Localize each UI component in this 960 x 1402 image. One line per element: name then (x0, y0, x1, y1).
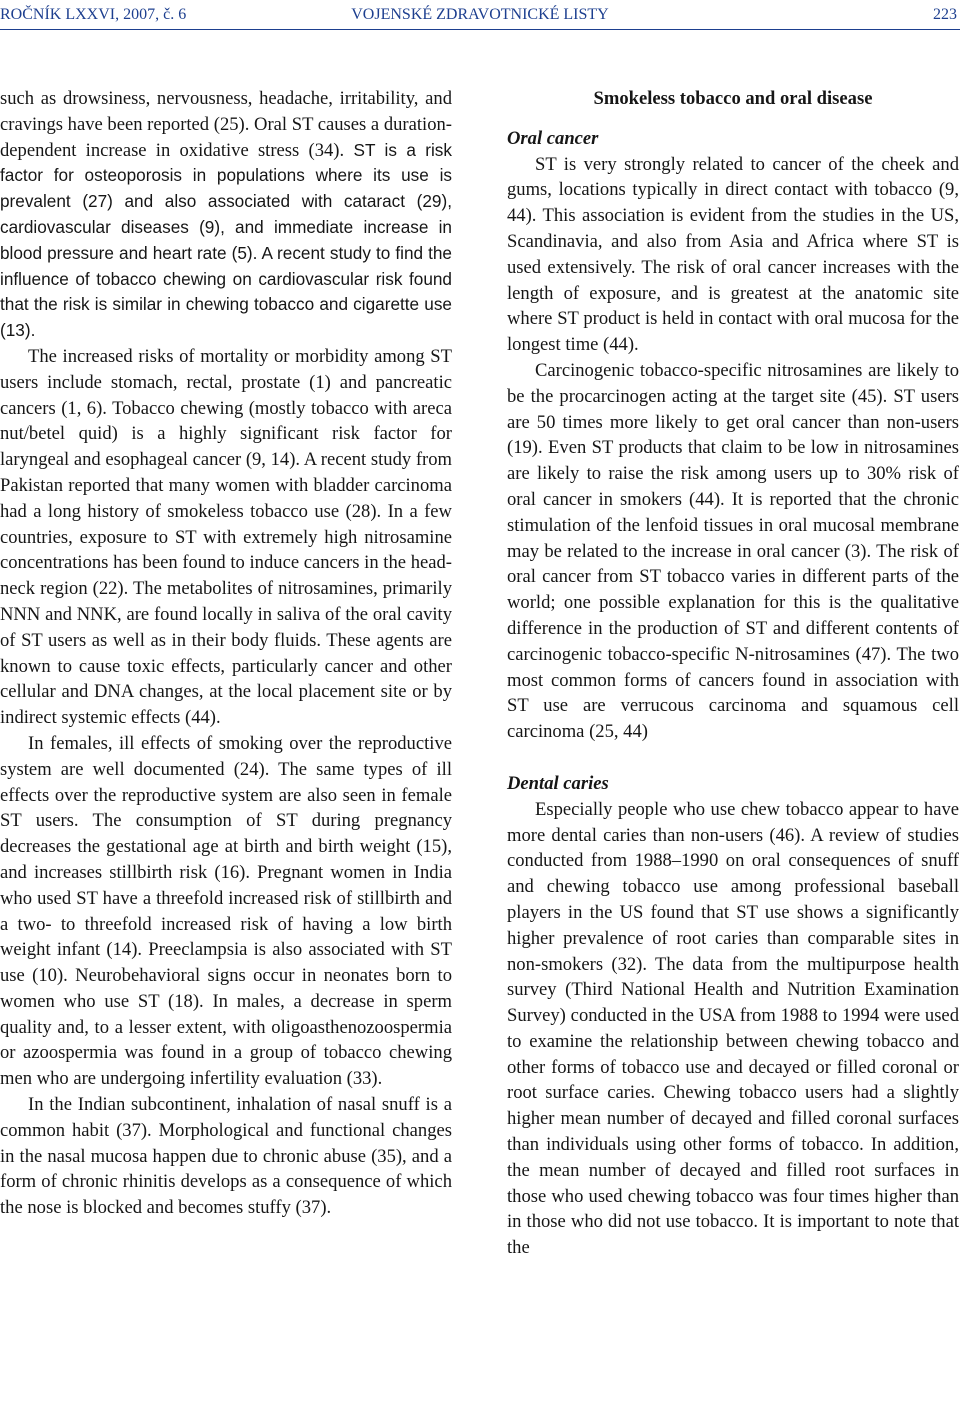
volume-info: ROČNÍK LXXVI, 2007, č. 6 (0, 6, 187, 23)
left-column (0, 86, 452, 1221)
paragraph: The increased risks of mortality or morbidity among ST users include stomach, rectal, prostate (1) and pancreatic cancers (1, 6). Tobacco chewing (mostly tobacco with areca nut/betel quid) is a highly significant risk factor for laryngeal and esophageal cancer (9, 14). A recent study from Pakistan reported that many women with bladder carcinoma had a long history of smokeless tobacco use (28). In a few countries, exposure to ST with extremely high nitrosamine concentrations has been found to induce cancers in the head-neck region (22). The metabolites of nitrosamines, primarily NNN and NNK, are found locally in saliva of the oral cavity of ST users as well as in their body fluids. These agents are known to cause toxic effects, particularly cancer and other cellular and DNA changes, at the local placement site or by indirect systemic effects (44). (0, 345, 452, 729)
running-header (0, 4, 960, 26)
paragraph: Especially people who use chew tobacco appear to have more dental caries than non-users (46). A review of studies conducted from 1988–1990 on oral consequences of snuff and chewing tobacco use among professional baseball players in the US found that ST use shows a significantly higher prevalence of root caries than comparable sites in non-smokers (32). The data from the multipurpose health survey (Third National Health and Nutrition Examination Survey) conducted in the USA from 1988 to 1994 were used to examine the relationship between chewing tobacco and other forms of tobacco use and decayed or filled coronal or root surface caries. Chewing tobacco users had a slightly higher mean number of decayed and filled coronal surfaces than individuals using other forms of tobacco. In addition, the mean number of decayed and filled root surfaces in those who used chewing tobacco was four times higher than in those who did not use tobacco. It is important to note that the (507, 798, 959, 1259)
page-number: 223 (933, 6, 957, 23)
journal-title: VOJENSKÉ ZDRAVOTNICKÉ LISTY (351, 6, 609, 23)
paragraph: In the Indian subcontinent, inhalation of nasal snuff is a common habit (37). Morphological and functional changes in the nasal mucosa happen due to chronic abuse (35), and a form of chronic rhinitis develops as a consequence of which the nose is blocked and becomes stuffy (37). (0, 1094, 452, 1219)
right-column (507, 86, 959, 1261)
subsection-heading: Oral cancer (507, 127, 599, 149)
subsection-heading: Dental caries (507, 772, 609, 794)
paragraph: ST is very strongly related to cancer of the cheek and gums, locations typically in direct contact with tobacco (9, 44). This association is evident from the studies in the US, Scandinavia, and also from Asia and Africa where ST is used extensively. The risk of oral cancer increases with the length of exposure, and is greatest at the anatomic site where ST product is held in contact with oral mucosa for the longest time (44). (507, 153, 959, 356)
paragraph: In females, ill effects of smoking over the reproductive system are well documented (24). The same types of ill effects over the reproductive system are also seen in female ST users. The consumption of ST during pregnancy decreases the gestational age at birth and birth weight (15), and increases stillbirth risk (16). Pregnant women in India who used ST have a threefold increased risk of stillbirth and a two- to threefold increased risk of having a low birth weight infant (14). Preeclampsia is also associated with ST use (10). Neurobehavioral signs occur in neonates born to women who use ST (18). In males, a decrease in sperm quality and, to a lesser extent, with oligoasthenozoospermia or azoospermia was found in a group of tobacco chewing men who are undergoing infertility evaluation (33). (0, 732, 452, 1090)
header-rule (0, 29, 960, 30)
paragraph (0, 86, 452, 344)
section-heading: Smokeless tobacco and oral disease (593, 88, 873, 109)
paragraph-part: such as drowsiness, nervousness, headache, irritability, and cravings have been reported (25). Oral ST causes a duration-dependent increase in oxidative stress (34). (0, 88, 452, 161)
paragraph: Carcinogenic tobacco-specific nitrosamines are likely to be the procarcinogen acting at the target site (45). ST users are 50 times more likely to get oral cancer than non-users (19). Even ST products that claim to be low in nitrosamines are likely to raise the risk among users up to 30% risk of oral cancer in smokers (44). It is reported that the chronic stimulation of the lenfoid tissues in oral mucosal membrane may be related to the increase in oral cancer (3). The risk of oral cancer from ST tobacco varies in different parts of the world; one possible explanation for this is the qualitative difference in the production of ST and different contents of carcinogenic tobacco-specific N-nitrosamines (47). The two most common forms of cancers found in association with ST use are verrucous carcinoma and squamous cell carcinoma (25, 44) (507, 359, 959, 743)
paragraph-part-sans: ST is a risk factor for osteoporosis in populations where its use is prevalent (27) and also associated with cataract (29), cardiovascular diseases (9), and immediate increase in blood pressure and heart rate (5). A recent study to find the influence of tobacco chewing on cardiovascular risk found that the risk is similar in chewing tobacco and cigarette use (13). (0, 139, 452, 341)
